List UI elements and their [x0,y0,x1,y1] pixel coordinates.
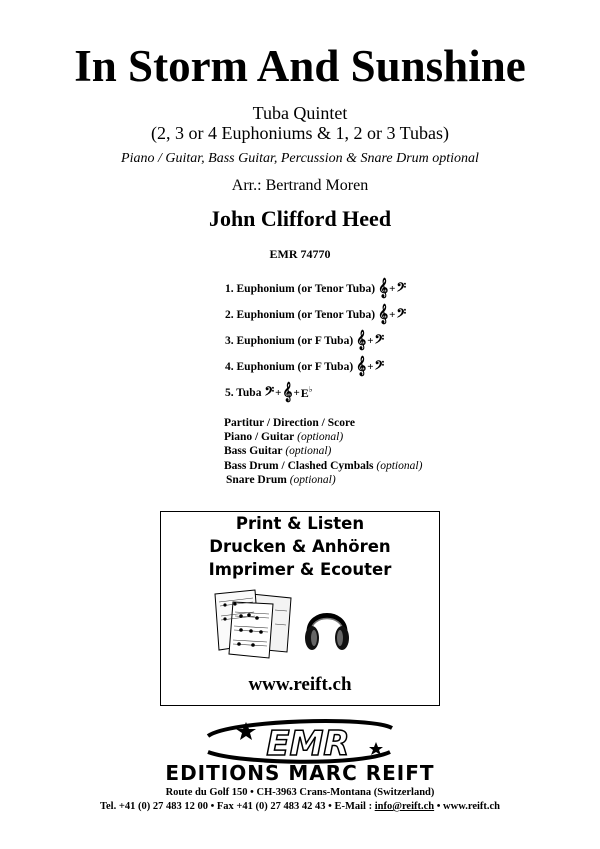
clef-icons: 𝄞 + 𝄢 [378,303,407,324]
treble-clef-icon: 𝄞 [378,303,389,324]
instrumentation-line: (2, 3 or 4 Euphoniums & 1, 2 or 3 Tubas) [150,123,449,143]
clef-icons: 𝄢 + 𝄞 + E ♭ [264,381,313,402]
treble-clef-icon: 𝄞 [356,355,367,376]
part-label: 1. Euphonium (or Tenor Tuba) [225,283,376,295]
treble-clef-icon: 𝄞 [378,277,389,298]
extra-parts-list [224,416,422,487]
extra-item: Bass Guitar (optional) [224,445,332,458]
extra-item: Bass Drum / Clashed Cymbals (optional) [224,459,423,472]
composer-name: John Clifford Heed [208,206,392,231]
treble-clef-icon: 𝄞 [356,329,367,350]
part-label: 5. Tuba [225,387,262,399]
part-item [225,380,545,406]
bass-clef-icon: 𝄢 [374,331,385,350]
bass-clef-icon: 𝄢 [396,305,407,324]
part-label: 3. Euphonium (or F Tuba) [225,335,354,347]
publisher-contact: Tel. +41 (0) 27 483 12 00 • Fax +41 (0) 27 483 42 43 • E-Mail : info@reift.ch • www.reift.ch [99,801,501,812]
optional-instruments-line: Piano / Guitar, Bass Guitar, Percussion & Snare Drum optional [121,151,479,166]
extra-item: Piano / Guitar (optional) [224,431,344,444]
part-item [225,328,545,354]
e-flat-label: E [300,385,309,400]
extra-item: Partitur / Direction / Score [224,417,355,429]
bass-clef-icon: 𝄢 [374,357,385,376]
part-item [225,302,545,328]
bass-clef-icon: 𝄢 [396,279,407,298]
part-item [225,276,545,302]
ensemble-subtitle: Tuba Quintet [252,103,348,123]
publisher-name: EDITIONS MARC REIFT [165,761,435,785]
promo-line-french: Imprimer & Ecouter [208,560,392,579]
piece-title: In Storm And Sunshine [74,41,526,91]
print-listen-box[interactable] [160,511,440,706]
flat-icon: ♭ [308,385,313,394]
part-label: 4. Euphonium (or F Tuba) [225,361,354,373]
promo-url[interactable]: www.reift.ch [248,674,352,695]
extra-item: Snare Drum (optional) [226,473,336,486]
part-label: 2. Euphonium (or Tenor Tuba) [225,309,376,321]
parts-list [225,276,545,406]
clef-icons: 𝄞 + 𝄢 [356,355,385,376]
promo-line-german: Drucken & Anhören [209,537,391,556]
clef-icons: 𝄞 + 𝄢 [356,329,385,350]
treble-clef-icon: 𝄞 [282,381,293,402]
arranger-line: Arr.: Bertrand Moren [231,177,369,194]
promo-line-english: Print & Listen [235,514,365,533]
catalog-number: EMR 74770 [269,247,331,261]
bass-clef-icon: 𝄢 [264,383,275,402]
sheet-music-icon [211,588,297,660]
clef-icons: 𝄞 + 𝄢 [378,277,407,298]
part-item [225,354,545,380]
publisher-address: Route du Golf 150 • CH-3963 Crans-Montana (Switzerland) [165,787,435,798]
logo-emr-text: EMR [266,724,350,764]
headphones-icon [303,598,351,654]
email-link[interactable]: info@reift.ch [374,801,435,812]
